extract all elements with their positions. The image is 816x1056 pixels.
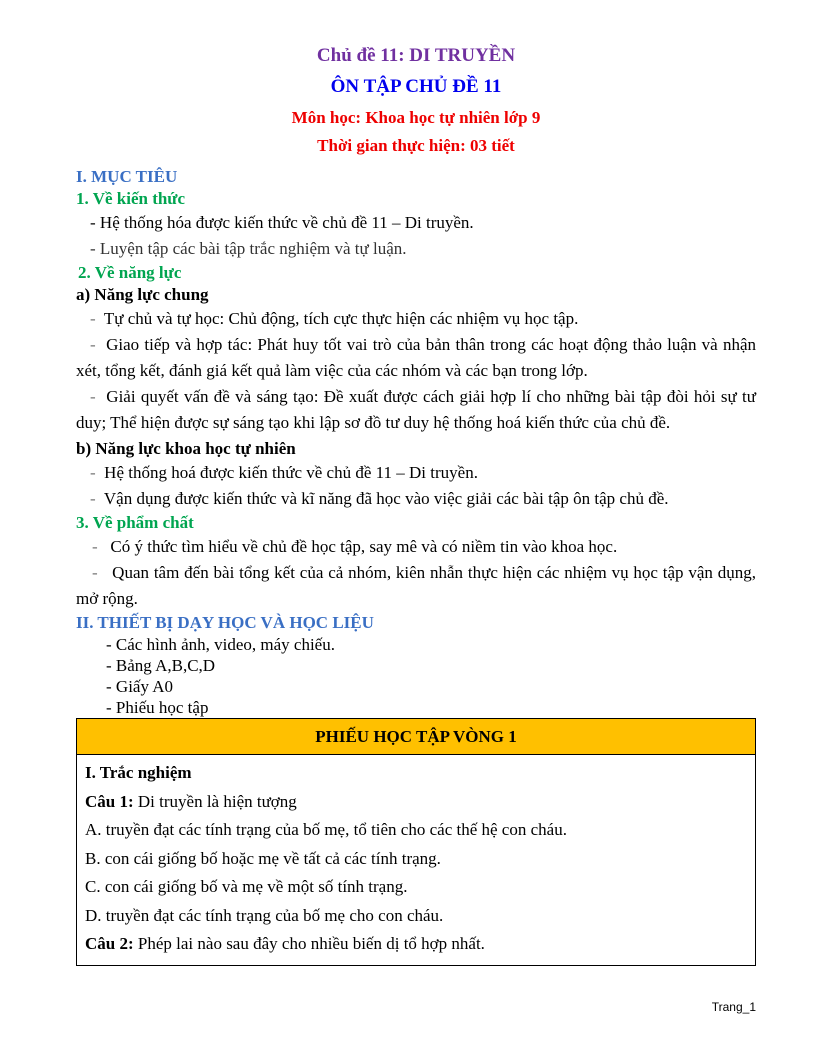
question-1-option-d: D. truyền đạt các tính trạng của bố mẹ cho con cháu.: [85, 905, 444, 925]
science-competence-item-2: - Vận dụng được kiến thức và kĩ năng đã học vào việc giải các bài tập ôn tập chủ đề.: [90, 489, 669, 508]
equipment-item-3: - Giấy A0: [106, 677, 174, 696]
worksheet-body: [77, 755, 756, 966]
question-1: [85, 788, 747, 817]
duration-line: Thời gian thực hiện: 03 tiết: [317, 136, 515, 155]
question-2: [85, 930, 747, 959]
general-competence-item-1: - Tự chủ và tự học: Chủ động, tích cực thực hiện các nhiệm vụ học tập.: [90, 309, 579, 328]
equipment-item-1: - Các hình ảnh, video, máy chiếu.: [106, 635, 335, 654]
question-1-option-b: B. con cái giống bố hoặc mẹ về tất cả các tính trạng.: [85, 848, 441, 868]
science-competence-item-1: - Hệ thống hoá được kiến thức về chủ đề 11 – Di truyền.: [90, 463, 478, 482]
topic-title: Chủ đề 11: DI TRUYỀN: [316, 45, 516, 66]
review-title: ÔN TẬP CHỦ ĐỀ 11: [330, 76, 502, 97]
worksheet-title: PHIẾU HỌC TẬP VÒNG 1: [77, 719, 756, 755]
question-1-option-a: A. truyền đạt các tính trạng của bố mẹ, tổ tiên cho các thế hệ con cháu.: [85, 820, 567, 839]
qualities-heading: 3. Về phẩm chất: [76, 513, 194, 532]
subject-line: Môn học: Khoa học tự nhiên lớp 9: [291, 108, 541, 127]
equipment-item-4: - Phiếu học tập: [106, 698, 209, 717]
general-competence-heading: a) Năng lực chung: [76, 285, 209, 304]
general-competence-item-2: - Giao tiếp và hợp tác: Phát huy tốt vai trò của bản thân trong các hoạt động thảo luận và nhận xét, tổng kết, đánh giá kết quả làm việc của các nhóm và các bạn trong lớp.: [76, 335, 756, 380]
knowledge-item-1: - Hệ thống hóa được kiến thức về chủ đề 11 – Di truyền.: [90, 213, 474, 232]
competence-heading: 2. Về năng lực: [78, 263, 182, 282]
document-page: [76, 40, 756, 966]
general-competence-item-3: - Giải quyết vấn đề và sáng tạo: Đề xuất được cách giải hợp lí cho những bài tập đòi hỏi sự tư duy; Thể hiện được sự sáng tạo khi lập sơ đồ tư duy hệ thống hoá kiến thức của chủ đề.: [76, 387, 756, 432]
section-equipment-heading: II. THIẾT BỊ DẠY HỌC VÀ HỌC LIỆU: [76, 613, 374, 632]
section-objectives-heading: I. MỤC TIÊU: [76, 167, 178, 186]
worksheet-table: [76, 718, 756, 966]
qualities-item-2: - Quan tâm đến bài tổng kết của cả nhóm, kiên nhẫn thực hiện các nhiệm vụ học tập vận dụng, mở rộng.: [76, 563, 757, 608]
equipment-item-2: - Bảng A,B,C,D: [106, 656, 216, 675]
knowledge-item-2: - Luyện tập các bài tập trắc nghiệm và tự luận.: [90, 239, 407, 258]
question-1-label: Câu 1:: [85, 791, 134, 811]
qualities-item-1: - Có ý thức tìm hiểu về chủ đề học tập, say mê và có niềm tin vào khoa học.: [92, 537, 618, 556]
science-competence-heading: b) Năng lực khoa học tự nhiên: [76, 439, 296, 458]
page-number: Trang_1: [711, 1000, 756, 1014]
question-2-text: Phép lai nào sau đây cho nhiều biến dị tổ hợp nhất.: [133, 934, 485, 953]
multiple-choice-heading: I. Trắc nghiệm: [85, 763, 192, 782]
knowledge-heading: 1. Về kiến thức: [76, 189, 186, 208]
question-1-option-c: C. con cái giống bố và mẹ về một số tính trạng.: [85, 877, 408, 896]
question-1-text: Di truyền là hiện tượng: [133, 791, 297, 811]
question-2-label: Câu 2:: [85, 934, 134, 953]
